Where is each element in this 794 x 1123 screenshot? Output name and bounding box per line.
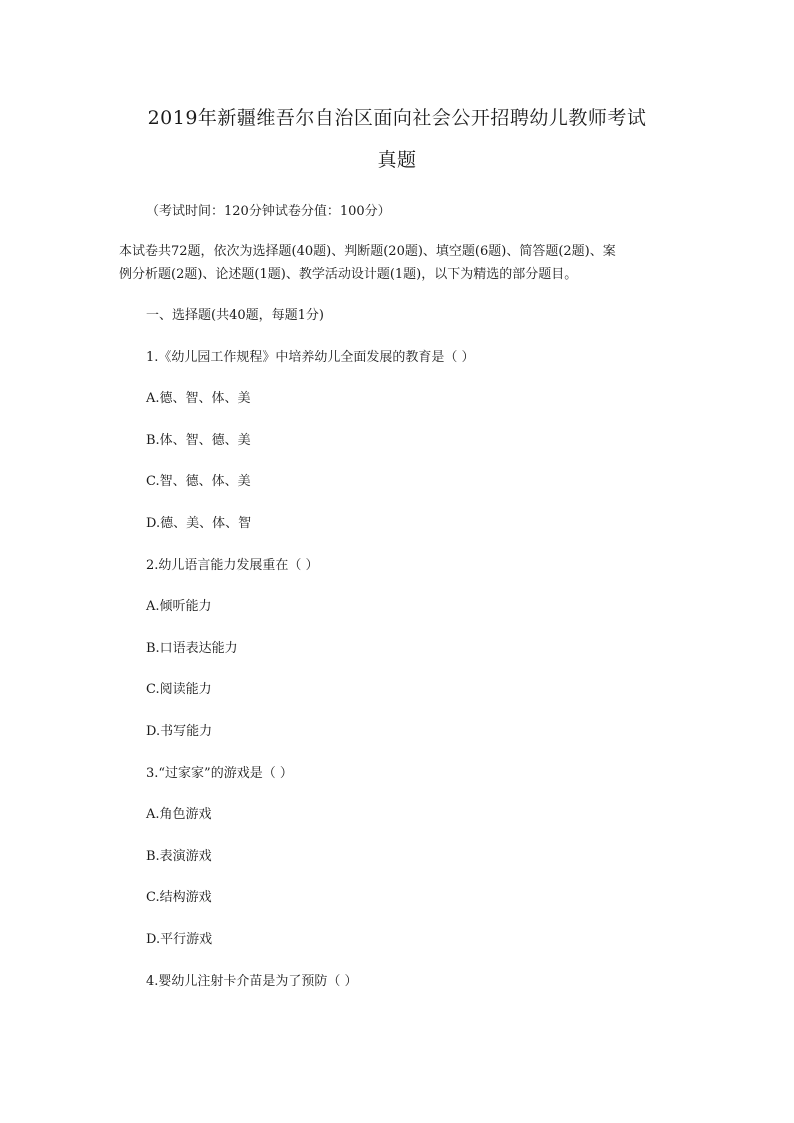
question-option: C.结构游戏 — [146, 890, 212, 905]
section-heading: 一、选择题(共40题，每题1分) — [146, 308, 324, 323]
question-option: C.阅读能力 — [146, 682, 212, 697]
question-option: B.表演游戏 — [146, 849, 212, 864]
question-option: B.口语表达能力 — [146, 641, 238, 656]
intro-line-2: 例分析题(2题)、论述题(1题)、教学活动设计题(1题)，以下为精选的部分题目。 — [119, 267, 578, 282]
question-option: D.书写能力 — [146, 724, 213, 739]
exam-info: （考试时间：120分钟试卷分值：100分） — [146, 204, 391, 219]
question-option: B.体、智、德、美 — [146, 433, 251, 448]
intro-paragraph — [119, 240, 679, 286]
question-stem: 1.《幼儿园工作规程》中培养幼儿全面发展的教育是（ ） — [146, 350, 475, 365]
question-option: A.倾听能力 — [146, 599, 212, 614]
document-title-line-1: 2019年新疆维吾尔自治区面向社会公开招聘幼儿教师考试 — [147, 107, 647, 129]
question-stem: 2.幼儿语言能力发展重在（ ） — [146, 558, 319, 573]
question-stem: 3.“过家家”的游戏是（ ） — [146, 766, 293, 781]
question-option: A.德、智、体、美 — [146, 391, 251, 406]
question-option: D.平行游戏 — [146, 932, 213, 947]
document-title-line-2: 真题 — [377, 149, 417, 171]
question-option: C.智、德、体、美 — [146, 474, 251, 489]
question-stem: 4.婴幼儿注射卡介苗是为了预防（ ） — [146, 974, 358, 989]
intro-line-1: 本试卷共72题，依次为选择题(40题)、判断题(20题)、填空题(6题)、简答题(2题)、案 — [119, 244, 616, 259]
question-option: D.德、美、体、智 — [146, 516, 252, 531]
question-option: A.角色游戏 — [146, 807, 212, 822]
